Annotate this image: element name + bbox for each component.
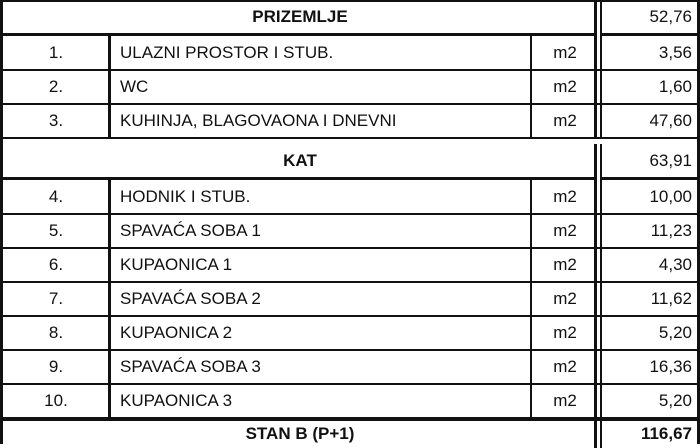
column-divider <box>108 214 111 248</box>
column-divider <box>600 36 602 70</box>
section-total: 52,76 <box>649 7 692 26</box>
row-number: 6. <box>48 255 64 274</box>
column-divider <box>530 70 532 104</box>
column-divider <box>530 282 532 316</box>
row-number: 5. <box>48 221 64 240</box>
room-name: WC <box>120 77 149 96</box>
area-value: 5,20 <box>658 391 692 410</box>
column-divider <box>530 384 532 418</box>
column-divider <box>108 350 111 384</box>
column-divider <box>108 316 111 350</box>
column-divider <box>108 384 111 418</box>
area-value: 5,20 <box>658 323 692 342</box>
row-number: 10. <box>44 391 68 410</box>
column-divider <box>600 0 602 36</box>
column-divider <box>594 144 597 180</box>
unit-label: m2 <box>553 77 577 96</box>
area-value: 16,36 <box>649 357 692 376</box>
column-divider <box>594 214 597 248</box>
column-divider <box>530 248 532 282</box>
unit-label: m2 <box>553 289 577 308</box>
row-number: 9. <box>48 357 64 376</box>
row-number: 4. <box>48 187 64 206</box>
section-total: 63,91 <box>649 151 692 170</box>
column-divider <box>108 248 111 282</box>
column-divider <box>108 104 111 138</box>
column-divider <box>600 180 602 214</box>
section-title: KAT <box>283 151 317 170</box>
column-divider <box>530 180 532 214</box>
column-divider <box>594 36 597 70</box>
area-value: 11,62 <box>650 289 692 308</box>
area-value: 3,56 <box>658 43 692 62</box>
column-divider <box>600 384 602 418</box>
column-divider <box>530 214 532 248</box>
room-name: KUHINJA, BLAGOVAONA I DNEVNI <box>120 111 397 130</box>
column-divider <box>600 248 602 282</box>
column-divider <box>594 350 597 384</box>
column-divider <box>594 282 597 316</box>
footer-total: 116,67 <box>640 424 692 443</box>
area-value: 10,00 <box>649 187 692 206</box>
column-divider <box>108 282 111 316</box>
unit-label: m2 <box>553 111 577 130</box>
room-name: SPAVAĆA SOBA 1 <box>120 221 261 240</box>
column-divider <box>530 316 532 350</box>
unit-label: m2 <box>553 255 577 274</box>
unit-label: m2 <box>553 357 577 376</box>
column-divider <box>530 350 532 384</box>
unit-label: m2 <box>553 221 577 240</box>
area-value: 11,23 <box>650 221 692 240</box>
column-divider <box>600 316 602 350</box>
row-number: 3. <box>48 111 64 130</box>
room-name: SPAVAĆA SOBA 3 <box>120 357 261 376</box>
room-name: KUPAONICA 2 <box>120 323 233 342</box>
area-value: 47,60 <box>649 111 692 130</box>
area-value: 1,60 <box>658 77 692 96</box>
row-number: 1. <box>48 43 64 62</box>
room-name: HODNIK I STUB. <box>120 187 251 206</box>
table-left-border <box>0 0 3 444</box>
row-number: 2. <box>48 77 64 96</box>
row-number: 7. <box>48 289 64 308</box>
area-value: 4,30 <box>658 255 692 274</box>
column-divider <box>600 70 602 104</box>
column-divider <box>594 248 597 282</box>
unit-label: m2 <box>553 323 577 342</box>
table-top-border <box>0 0 700 2</box>
unit-label: m2 <box>553 187 577 206</box>
column-divider <box>530 36 532 70</box>
column-divider <box>600 104 602 138</box>
room-name: KUPAONICA 3 <box>120 391 233 410</box>
column-divider <box>594 104 597 138</box>
column-divider <box>594 316 597 350</box>
section-title: PRIZEMLJE <box>252 7 348 26</box>
column-divider <box>108 36 111 70</box>
column-divider <box>594 0 597 36</box>
footer-title: STAN B (P+1) <box>245 424 355 443</box>
unit-label: m2 <box>553 43 577 62</box>
column-divider <box>594 70 597 104</box>
row-number: 8. <box>48 323 64 342</box>
room-name: KUPAONICA 1 <box>120 255 233 274</box>
column-divider <box>600 214 602 248</box>
column-divider <box>530 104 532 138</box>
unit-label: m2 <box>553 391 577 410</box>
room-name: ULAZNI PROSTOR I STUB. <box>120 43 334 62</box>
column-divider <box>108 180 111 214</box>
column-divider <box>600 144 602 180</box>
column-divider <box>594 180 597 214</box>
column-divider <box>600 282 602 316</box>
column-divider <box>594 384 597 418</box>
column-divider <box>600 350 602 384</box>
room-name: SPAVAĆA SOBA 2 <box>120 289 261 308</box>
column-divider <box>108 70 111 104</box>
